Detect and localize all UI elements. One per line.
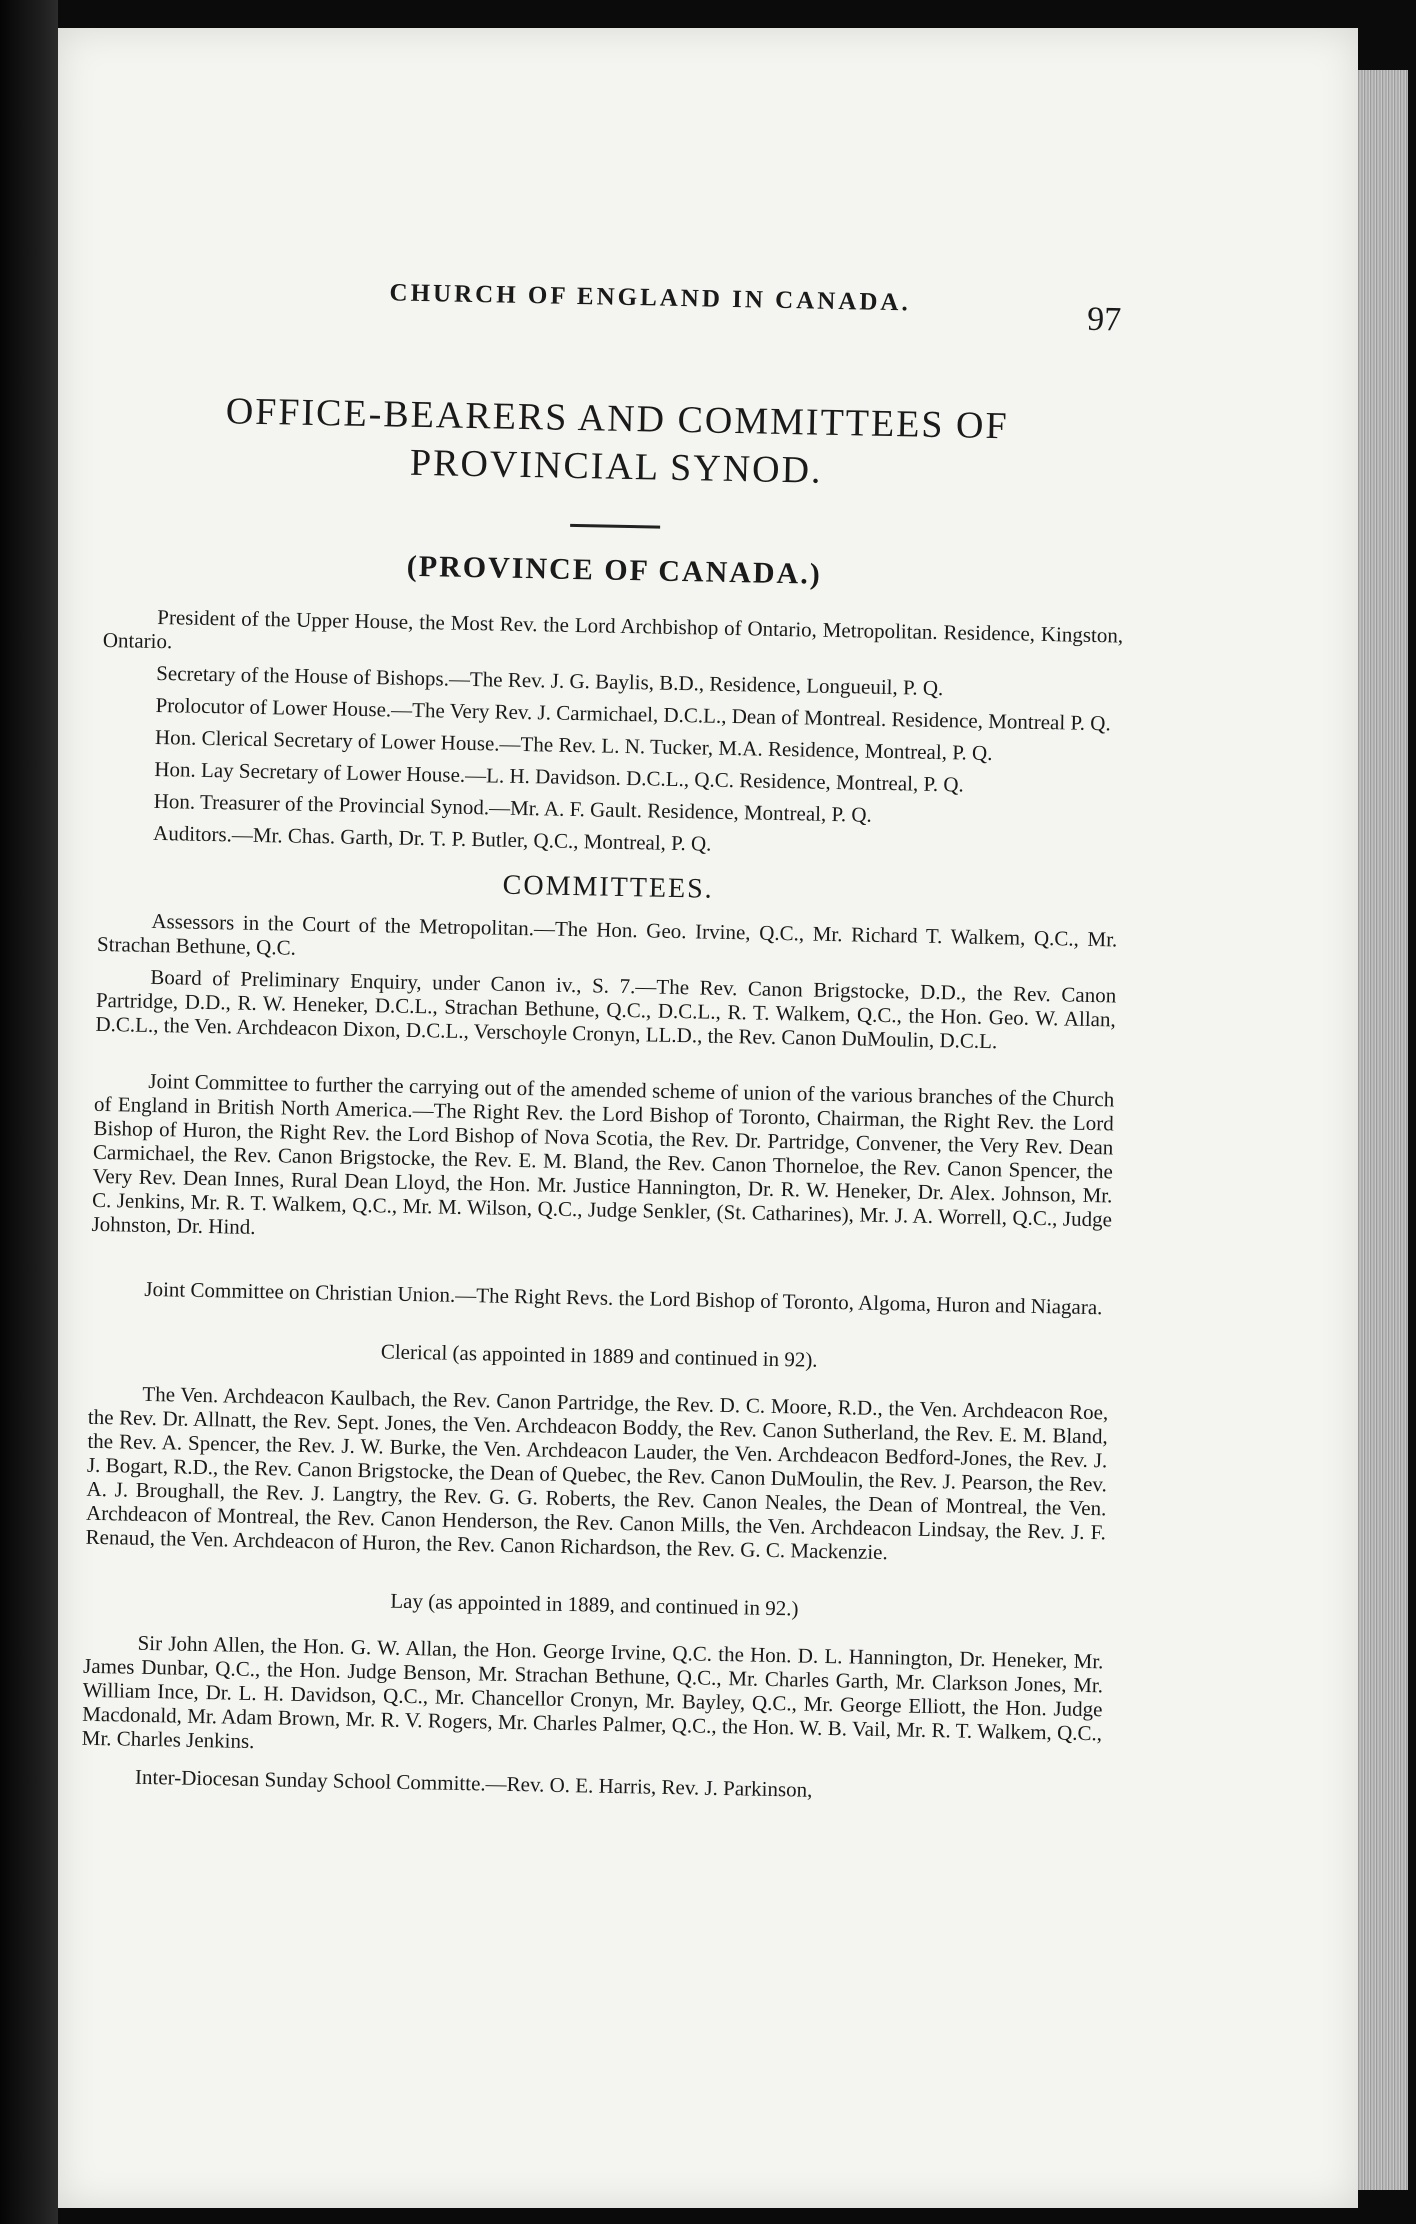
office-bearer-auditors: Auditors.—Mr. Chas. Garth, Dr. T. P. Butler, Q.C., Montreal, P. Q. <box>152 820 712 856</box>
joint-committee-union: Joint Committee to further the carrying out of the amended scheme of union of the various branches of the Church of England in British North America.—The Right Rev. the Lord Bishop of Toronto, Chairman, the Right Rev. the Lord Bishop of Huron, the Right Rev. the Lord Bishop of Nova Scotia, the Rev. Dr. Partridge, Convener, the Very Rev. Dean Carmichael, the Rev. Canon Brigstocke, the Rev. E. M. Bland, the Rev. Canon Thorneloe, the Rev. Canon Spencer, the Very Rev. Dean Innes, Rural Dean Lloyd, the Hon. Mr. Justice Hannington, Dr. R. W. Heneker, Dr. Alex. Johnson, Mr. C. Jenkins, Mr. R. T. Walkem, Q.C., Mr. M. Wilson, Q.C., Judge Senkler, (St. Catharines), Mr. J. A. Worrell, Q.C., Judge Johnston, Dr. Hind. <box>91 1068 1115 1239</box>
office-bearer-lay-secretary: Hon. Lay Secretary of Lower House.—L. H. Davidson. D.C.L., Q.C. Residence, Montreal, P. Q. <box>154 756 964 797</box>
clerical-heading: Clerical (as appointed in 1889 and continued in 92). <box>380 1339 818 1372</box>
page-number: 97 <box>1086 300 1122 339</box>
left-binding-shadow <box>0 0 58 2224</box>
office-bearer-clerical-secretary: Hon. Clerical Secretary of Lower House.—The Rev. L. N. Tucker, M.A. Residence, Montreal, P. Q. <box>154 724 993 766</box>
office-bearer-prolocutor: Prolocutor of Lower House.—The Very Rev. J. Carmichael, D.C.L., Dean of Montreal. Residence, Montreal P. Q. <box>155 692 1111 736</box>
running-title: CHURCH OF ENGLAND IN CANADA. <box>389 279 912 317</box>
lay-heading: Lay (as appointed in 1889, and continued in 92.) <box>390 1588 799 1621</box>
office-bearer-president: President of the Upper House, the Most Rev. the Lord Archbishop of Ontario, Metropolitan. Residence, Kingston, Ontario. <box>102 604 1124 654</box>
lay-members: Sir John Allen, the Hon. G. W. Allan, the Hon. George Irvine, Q.C. the Hon. D. L. Hannington, Dr. Heneker, Mr. James Dunbar, Q.C., the Hon. Judge Benson, Mr. Strachan Bethune, Q.C., Mr. Charles Garth, Mr. Clarkson Jones, Mr. William Ince, Dr. L. H. Davidson, Q.C., Mr. Chancellor Cronyn, Mr. Bayley, Q.C., Mr. George Elliott, the Hon. Judge Macdonald, Mr. Adam Brown, Mr. R. V. Rogers, Mr. Charles Palmer, Q.C., the Hon. W. B. Vail, Mr. R. T. Walkem, Q.C., Mr. Charles Jenkins. <box>81 1630 1104 1754</box>
page-content <box>81 268 1130 1807</box>
main-title-line-1: OFFICE-BEARERS AND COMMITTEES OF <box>225 390 1009 448</box>
office-bearer-treasurer: Hon. Treasurer of the Provincial Synod.—Mr. A. F. Gault. Residence, Montreal, P. Q. <box>153 788 872 827</box>
joint-committee-christian-union: Joint Committee on Christian Union.—The Right Revs. the Lord Bishop of Toronto, Algoma, Huron and Niagara. <box>144 1276 1103 1320</box>
sunday-school-committee: Inter-Diocesan Sunday School Committe.—Rev. O. E. Harris, Rev. J. Parkinson, <box>134 1764 813 1802</box>
province-heading: (PROVINCE OF CANADA.) <box>406 549 823 591</box>
title-rule <box>570 524 660 529</box>
office-bearer-secretary-bishops: Secretary of the House of Bishops.—The Rev. J. G. Baylis, B.D., Residence, Longueuil, P. Q. <box>156 660 944 701</box>
committee-assessors: Assessors in the Court of the Metropolitan.—The Hon. Geo. Irvine, Q.C., Mr. Richard T. Walkem, Q.C., Mr. Strachan Bethune, Q.C. <box>96 908 1118 960</box>
clerical-members: The Ven. Archdeacon Kaulbach, the Rev. Canon Partridge, the Rev. D. C. Moore, R.D., the Ven. Archdeacon Roe, the Rev. Dr. Allnatt, the Rev. Sept. Jones, the Ven. Archdeacon Boddy, the Rev. Canon Sutherland, the Rev. E. M. Bland, the Rev. A. Spencer, the Rev. J. W. Burke, the Ven. Archdeacon Lauder, the Ven. Archdeacon Bedford-Jones, the Rev. J. J. Bogart, R.D., the Rev. Canon Brigstocke, the Dean of Quebec, the Rev. Canon DuMoulin, the Rev. J. Pearson, the Rev. A. J. Broughall, the Rev. J. Langtry, the Rev. G. G. Roberts, the Rev. Canon Neales, the Dean of Montreal, the Ven. Archdeacon of Montreal, the Rev. Canon Henderson, the Rev. Canon Mills, the Ven. Archdeacon Lindsay, the Rev. J. F. Renaud, the Ven. Archdeacon of Huron, the Rev. Canon Richardson, the Rev. G. C. Mackenzie. <box>85 1381 1109 1565</box>
main-title <box>106 386 1128 501</box>
page-edges <box>1358 70 1408 2190</box>
main-title-line-2: PROVINCIAL SYNOD. <box>409 441 823 492</box>
committee-preliminary-enquiry: Board of Preliminary Enquiry, under Canon iv., S. 7.—The Rev. Canon Brigstocke, D.D., the Rev. Canon Partridge, D.D., R. W. Heneker, D.C.L., Strachan Bethune, Q.C., D.C.L., R. T. Walkem, Q.C., the Hon. Geo. W. Allan, D.C.L., the Ven. Archdeacon Dixon, D.C.L., Verschoyle Cronyn, LL.D., the Rev. Canon DuMoulin, D.C.L. <box>95 964 1117 1054</box>
committees-heading: COMMITTEES. <box>502 869 714 905</box>
